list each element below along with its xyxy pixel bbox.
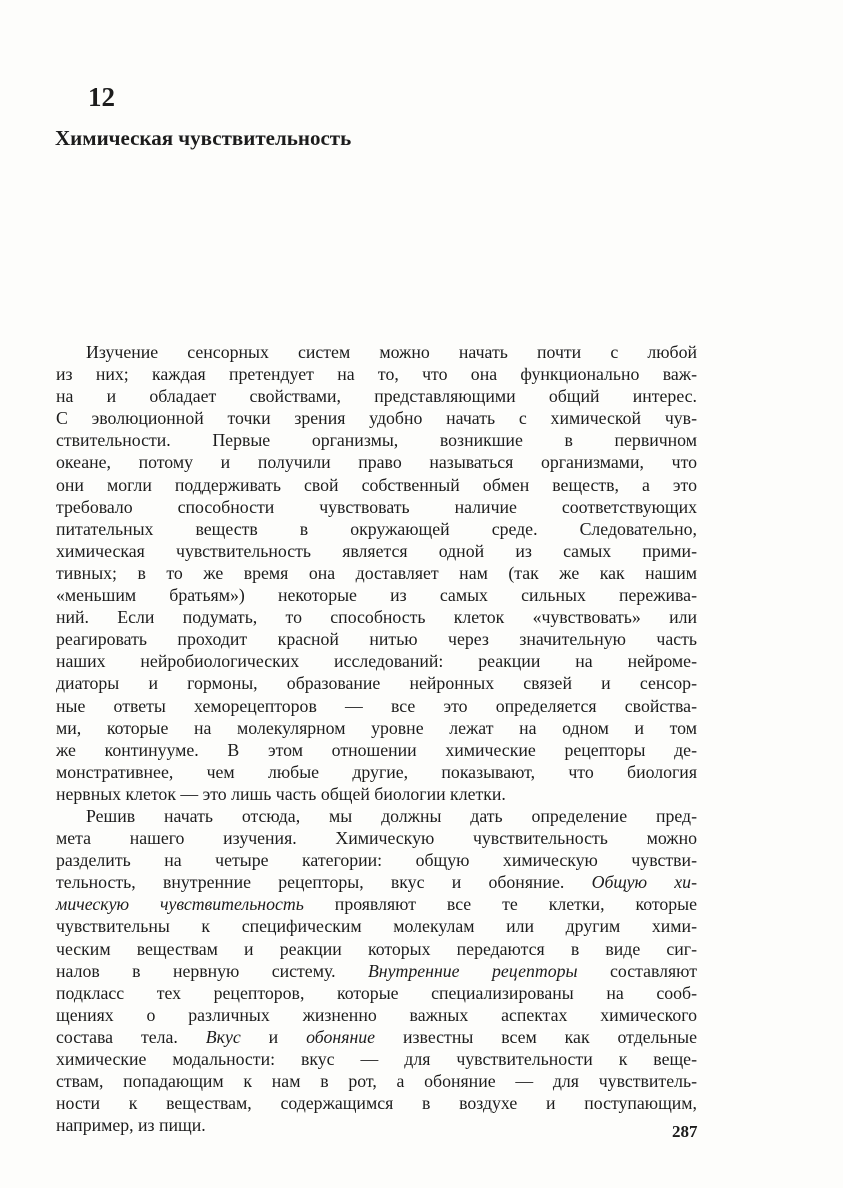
term-italic: Общую хи- [591,872,697,893]
text-line: ческим веществам и реакции которых передаются в виде сиг- [56,938,697,959]
text-run: и [268,1026,279,1047]
text-run: тельность, внутренние рецепторы, вкус и обоняние. [56,872,565,893]
chapter-number: 12 [88,82,115,112]
text-line: наших нейробиологических исследований: реакции на нейроме- [56,651,697,672]
text-line: ности к веществам, содержащимся в воздухе и поступающим, [56,1093,697,1114]
term-italic: мическую чувствительность [56,894,304,915]
text-line: «меньшим братьям») некоторые из самых сильных пережива- [56,585,697,606]
text-line: чувствительны к специфическим молекулам или другим хими- [56,916,697,937]
text-line: диаторы и гормоны, образование нейронных связей и сенсор- [56,673,697,694]
chapter-title: Химическая чувствительность [55,126,352,150]
text-line: реагировать проходит красной нитью через значительную часть [56,629,697,650]
text-line: химические модальности: вкус — для чувствительности к веще- [56,1049,697,1069]
text-line: С эволюционной точки зрения удобно начать с химической чув- [56,408,697,429]
body-text [56,341,697,1136]
text-line: например, из пищи. [56,1115,206,1136]
text-run: налов в нервную систему. [56,960,336,981]
text-line: ствительности. Первые организмы, возникшие в первичном [56,430,697,451]
text-line: питательных веществ в окружающей среде. Следовательно, [56,518,697,539]
text-line: на и обладает свойствами, представляющими общий интерес. [56,386,697,407]
text-line: из них; каждая претендует на то, что она функционально важ- [56,364,697,385]
text-run: состава тела. [56,1026,178,1047]
text-line [56,1026,697,1048]
text-line: монстративнее, чем любые другие, показывают, что биология [56,761,697,782]
text-line: нервных клеток — это лишь часть общей биологии клетки. [56,783,506,804]
text-line: требовало способности чувствовать наличие соответствующих [56,496,697,517]
text-line: океане, потому и получили право называться организмами, что [56,452,697,473]
text-line: же континууме. В этом отношении химические рецепторы де- [56,739,697,760]
text-line [56,871,697,893]
text-run: проявляют все те клетки, которые [334,894,698,915]
text-line: тивных; в то же время она доставляет нам (так же как нашим [56,562,697,583]
text-line: ные ответы хеморецепторов — все это определяется свойства- [56,695,697,716]
text-run: составляют [609,960,697,981]
text-line: подкласс тех рецепторов, которые специализированы на сооб- [56,982,697,1003]
text-line [56,960,697,982]
text-line: щениях о различных жизненно важных аспектах химического [56,1004,697,1025]
text-line [56,893,697,915]
text-line: ствам, попадающим к нам в рот, а обоняние — для чувствитель- [56,1071,697,1092]
text-line: Изучение сенсорных систем можно начать почти с любой [86,342,697,362]
text-run: известны всем как отдельные [403,1026,697,1047]
text-line: ний. Если подумать, то способность клеток «чувствовать» или [56,607,697,628]
text-line: они могли поддерживать свой собственный обмен веществ, а это [56,474,697,495]
text-line: ми, которые на молекулярном уровне лежат на одном и том [56,717,697,738]
term-italic: Внутренние рецепторы [367,960,578,981]
page-number: 287 [672,1122,698,1141]
text-line: разделить на четыре категории: общую химическую чувстви- [56,850,697,871]
term-italic: Вкус [205,1026,241,1047]
text-line: химическая чувствительность является одной из самых прими- [56,540,697,561]
text-line: Решив начать отсюда, мы должны дать определение пред- [86,805,697,826]
text-line: мета нашего изучения. Химическую чувствительность можно [56,828,697,849]
term-italic: обоняние [306,1026,376,1047]
